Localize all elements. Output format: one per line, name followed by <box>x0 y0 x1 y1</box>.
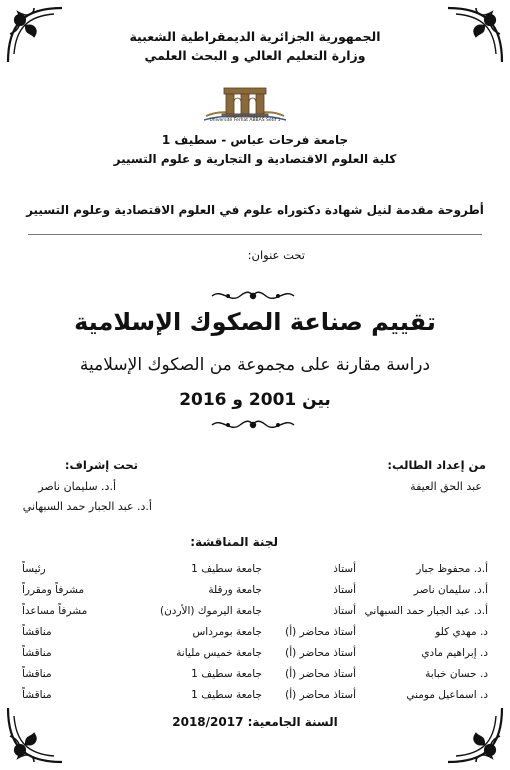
committee-list <box>22 563 488 710</box>
member-role: مناقشاً <box>22 647 52 659</box>
member-name: د. حسان خبابة <box>425 668 488 680</box>
committee-row <box>22 563 488 584</box>
member-rank: أستاذ محاضر (أ) <box>285 689 356 701</box>
thesis-title: تقييم صناعة الصكوك الإسلامية <box>74 308 436 336</box>
member-name: د. مهدي كلو <box>435 626 488 638</box>
member-university: جامعة خميس مليانة <box>176 647 262 659</box>
member-rank: أستاذ محاضر (أ) <box>285 668 356 680</box>
member-role: مناقشاً <box>22 668 52 680</box>
member-university: جامعة سطيف 1 <box>191 668 262 680</box>
member-university: جامعة ورقلة <box>208 584 262 596</box>
thesis-statement: أطروحة مقدمة لنيل شهادة دكتوراه علوم في العلوم الاقتصادية وعلوم التسيير <box>26 203 484 217</box>
member-name: أ.د. سليمان ناصر <box>413 584 488 596</box>
member-university: جامعة سطيف 1 <box>191 689 262 701</box>
thesis-subtitle-line-1: دراسة مقارنة على مجموعة من الصكوك الإسلامية <box>79 355 431 375</box>
supervisor-name-1: أ.د. سليمان ناصر <box>38 480 116 493</box>
member-rank: أستاذ محاضر (أ) <box>285 647 356 659</box>
committee-row <box>22 605 488 626</box>
committee-row <box>22 647 488 668</box>
member-university: جامعة سطيف 1 <box>191 563 262 575</box>
committee-row <box>22 626 488 647</box>
member-name: د. إبراهيم مادي <box>421 647 488 659</box>
member-rank: أستاذ <box>333 584 356 596</box>
member-rank: أستاذ <box>333 605 356 617</box>
supervision-label: تحت إشراف: <box>64 458 138 472</box>
corner-ornament-bottom-left <box>4 704 66 766</box>
member-name: د. اسماعيل مومني <box>406 689 488 701</box>
student-label: من إعداد الطالب: <box>387 458 486 472</box>
committee-row <box>22 668 488 689</box>
logo-caption: Université Ferhat ABBAS Sétif 1 <box>209 118 281 123</box>
student-name: عبد الحق العيفة <box>410 480 482 493</box>
committee-label: لجنة المناقشة: <box>190 535 278 549</box>
member-role: رئيساً <box>22 563 46 575</box>
faculty-name: كلية العلوم الاقتصادية و التجارية و علوم التسيير <box>113 152 397 166</box>
member-role: مشرفاً ومقرراً <box>22 584 85 596</box>
member-rank: أستاذ محاضر (أ) <box>285 626 356 638</box>
supervisor-name-2: أ.د. عبد الجبار حمد السبهاني <box>22 500 152 513</box>
university-name: جامعة فرحات عباس - سطيف 1 <box>161 133 349 147</box>
thesis-subtitle-line-2: بين 2001 و 2016 <box>179 390 331 410</box>
academic-year: السنة الجامعية: 2018/2017 <box>172 715 338 729</box>
member-university: جامعة بومرداس <box>192 626 262 638</box>
title-ornament-top-icon <box>208 288 298 304</box>
ministry-name: وزارة التعليم العالي و البحث العلمي <box>144 48 366 63</box>
member-role: مناقشاً <box>22 689 52 701</box>
member-role: مشرفاً مساعداً <box>22 605 88 617</box>
member-rank: أستاذ <box>333 563 356 575</box>
title-ornament-bottom-icon <box>208 417 298 433</box>
committee-row <box>22 584 488 605</box>
member-role: مناقشاً <box>22 626 52 638</box>
committee-row <box>22 689 488 710</box>
member-university: جامعة اليرموك (الأردن) <box>159 605 262 617</box>
member-name: أ.د. عبد الجبار حمد السبهاني <box>364 605 488 617</box>
member-name: أ.د. محفوظ جبار <box>416 563 488 575</box>
divider-line <box>28 234 482 235</box>
republic-name: الجمهورية الجزائرية الديمقراطية الشعبية <box>129 29 381 44</box>
under-title-label: تحت عنوان: <box>247 248 305 262</box>
corner-ornament-bottom-right <box>444 704 506 766</box>
